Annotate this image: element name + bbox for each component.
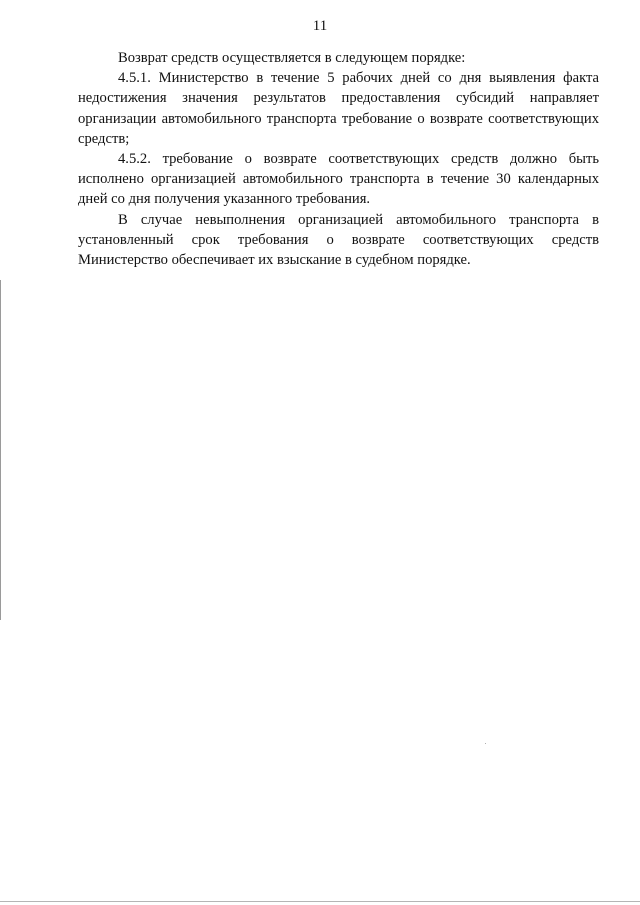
paragraph-4-5-1: 4.5.1. Министерство в течение 5 рабочих дней со дня выявления факта недостижения значения результатов предоставления субсидий направляет организации автомобильного транспорта требование о возврате соответствующих средств;: [78, 70, 599, 147]
paragraph-4-5-2: 4.5.2. требование о возврате соответствующих средств должно быть исполнено организацией автомобильного транспорта в течение 30 календарных дней со дня получения указанного требования.: [78, 151, 599, 208]
page-number: 11: [312, 18, 328, 34]
document-body: [78, 48, 599, 270]
scan-bottom-edge: [0, 901, 640, 902]
scan-edge-line: [0, 280, 1, 620]
scan-speck: [485, 743, 486, 744]
paragraph-non-fulfillment: В случае невыполнения организацией автомобильного транспорта в установленный срок требования о возврате соответствующих средств Министерство обеспечивает их взыскание в судебном порядке.: [78, 211, 599, 269]
paragraph-return-order: Возврат средств осуществляется в следующем порядке:: [118, 50, 466, 66]
